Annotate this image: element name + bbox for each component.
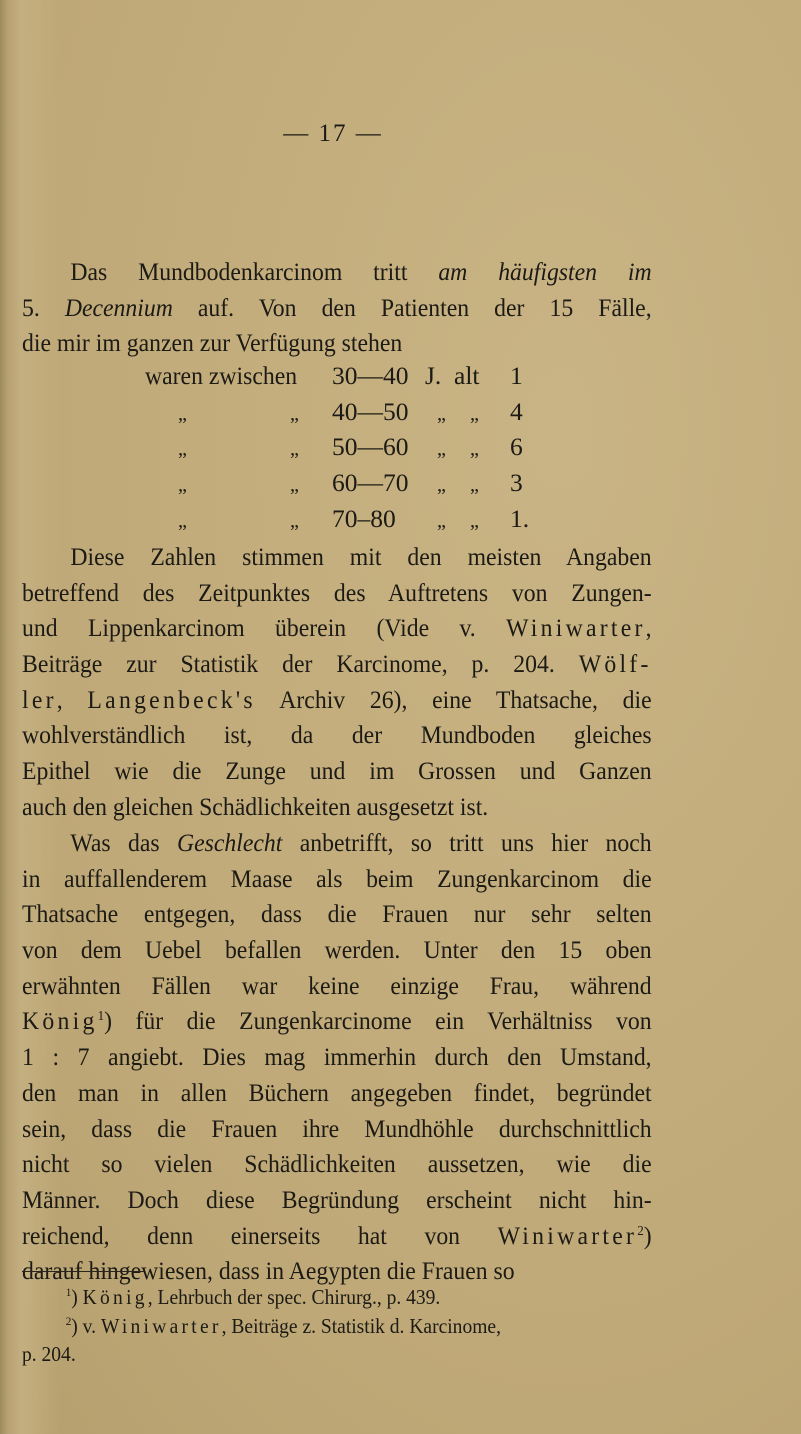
ditto-mark: „ (290, 438, 299, 461)
text-line (22, 753, 652, 789)
footnote-1 (22, 1283, 654, 1312)
text-line (22, 789, 652, 825)
text-run: Winiwarter (100, 1313, 222, 1338)
text-line (22, 1218, 652, 1254)
ditto-mark: „ (290, 474, 299, 497)
ditto-mark: „ (437, 474, 446, 497)
text-run: Wölf- (578, 649, 652, 679)
text-run: Thatsache entgegen, dass die Frauen nur sehr selten (22, 899, 652, 929)
text-run: anbetrifft, so tritt uns hier noch (282, 828, 652, 857)
case-count: 3 (510, 468, 523, 498)
text-line (22, 861, 652, 897)
age-alt: alt (454, 361, 480, 390)
ditto-mark: „ (290, 402, 299, 425)
text-run: Langenbeck's (87, 684, 256, 714)
text-run: König (22, 1006, 98, 1036)
text-line (22, 896, 652, 932)
text-run: Beiträge zur Statistik der Karcinome, p. 204. (22, 649, 579, 679)
ditto-mark: „ (470, 402, 479, 425)
text-line (22, 539, 652, 575)
text-run: ) (643, 1220, 652, 1250)
age-row-label: waren zwischen (145, 361, 298, 390)
text-line (22, 1039, 652, 1075)
text-run: Diese Zahlen stimmen mit den meisten Angaben (70, 542, 652, 571)
text-run: in auffallenderem Maase als beim Zungenkarcinom die (22, 863, 652, 893)
text-run: 5. (22, 292, 65, 322)
text-run: den man in allen Büchern angegeben findet, begründet (22, 1077, 652, 1107)
text-run: auf. Von den Patienten der 15 Fälle, (172, 292, 652, 322)
age-table-row (0, 361, 801, 397)
text-line (22, 325, 652, 361)
text-run: wohlverständlich ist, da der Mundboden gleiches (22, 720, 652, 750)
text-line (22, 825, 652, 861)
text-run: , (645, 613, 652, 643)
age-table-row (0, 397, 801, 433)
text-run: betreffend des Zeitpunktes des Auftretens von Zungen- (22, 577, 652, 607)
case-count: 1 (510, 361, 523, 390)
text-run: ) (71, 1285, 83, 1309)
text-run: Männer. Doch diese Begründung erscheint nicht hin- (22, 1184, 652, 1214)
text-run: Decennium (64, 292, 173, 322)
text-run: sein, dass die Frauen ihre Mundhöhle durchschnittlich (22, 1113, 652, 1143)
ditto-mark: „ (470, 474, 479, 497)
text-run: von dem Uebel befallen werden. Unter den 15 oben (22, 935, 652, 965)
footnote-marker: 2 (65, 1313, 72, 1328)
text-line (22, 932, 652, 968)
text-run: Das Mundbodenkarcinom tritt (70, 257, 439, 286)
footnote-marker: 2 (637, 1223, 644, 1239)
ditto-mark: „ (178, 438, 187, 461)
paragraph-comparison (22, 539, 652, 825)
text-run: Archiv 26), eine Thatsache, die (255, 684, 652, 714)
text-line (22, 610, 652, 646)
text-run: und Lippenkarcinom überein (Vide v. (22, 613, 507, 643)
text-run: die mir im ganzen zur Verfügung stehen (22, 328, 403, 358)
paragraph-gender (22, 825, 652, 1289)
paragraph-incidence (22, 254, 652, 361)
text-run: Winiwarter (497, 1220, 638, 1250)
ditto-mark: „ (437, 402, 446, 425)
footnote-2 (22, 1312, 654, 1341)
age-range: 40—50 (332, 396, 409, 426)
ditto-mark: „ (437, 438, 446, 461)
age-distribution-table (0, 361, 801, 541)
text-run: 1 : 7 angiebt. Dies mag immerhin durch den Umstand, (22, 1042, 652, 1072)
ditto-mark: „ (437, 509, 446, 532)
ditto-mark: „ (290, 509, 299, 532)
footnote-2 (22, 1340, 654, 1369)
text-line (22, 717, 652, 753)
text-run: , Beiträge z. Statistik d. Karcinome, (221, 1313, 501, 1338)
ditto-mark: „ (178, 509, 187, 532)
age-table-row (0, 432, 801, 468)
text-line (22, 1146, 652, 1182)
text-line (22, 682, 652, 718)
text-run: König (82, 1285, 148, 1309)
text-line (22, 646, 652, 682)
text-run: Winiwarter (506, 613, 646, 643)
footnote-divider (22, 1271, 144, 1272)
ditto-mark: „ (178, 474, 187, 497)
text-line (22, 1075, 652, 1111)
text-line (22, 290, 652, 326)
text-line (22, 1003, 652, 1039)
text-run: nicht so vielen Schädlichkeiten aussetzen, wie die (22, 1149, 652, 1179)
age-table-row (0, 468, 801, 504)
age-range: 60—70 (332, 468, 409, 498)
case-count: 4 (510, 396, 523, 426)
text-run: reichend, denn einerseits hat von (22, 1220, 498, 1250)
age-range: 50—60 (332, 432, 409, 462)
ditto-mark: „ (178, 402, 187, 425)
text-run: darauf hingewiesen, dass in Aegypten die Frauen so (22, 1256, 515, 1286)
page-number: — 17 — (283, 120, 383, 147)
text-run: ) für die Zungenkarcinome ein Verhältniss von (104, 1006, 652, 1036)
age-range: 30—40 (332, 361, 409, 390)
text-line (22, 1182, 652, 1218)
text-run: p. 204. (22, 1342, 76, 1366)
text-run: ) v. (71, 1313, 101, 1338)
text-run: am häufigsten im (438, 257, 652, 286)
ditto-mark: „ (470, 509, 479, 532)
text-run: , (56, 684, 88, 714)
footnote-marker: 1 (65, 1285, 72, 1299)
text-run: , Lehrbuch der spec. Chirurg., p. 439. (147, 1285, 441, 1309)
age-table-row (0, 504, 801, 540)
text-line (22, 1111, 652, 1147)
case-count: 6 (510, 432, 523, 462)
case-count: 1. (510, 503, 530, 533)
ditto-mark: „ (470, 438, 479, 461)
text-run: Geschlecht (176, 828, 283, 857)
age-unit: J. (425, 361, 442, 390)
text-run: erwähnten Fällen war keine einzige Frau, während (22, 970, 652, 1000)
text-line (22, 968, 652, 1004)
text-line (22, 254, 652, 290)
text-line (22, 575, 652, 611)
footnotes (22, 1283, 654, 1369)
text-run: Was das (70, 828, 177, 857)
text-run: ler (22, 684, 57, 714)
age-range: 70–80 (332, 503, 396, 533)
text-run: Epithel wie die Zunge und im Grossen und Ganzen (22, 756, 652, 786)
text-run: auch den gleichen Schädlichkeiten ausgesetzt ist. (22, 791, 489, 821)
footnote-marker: 1 (97, 1009, 105, 1025)
